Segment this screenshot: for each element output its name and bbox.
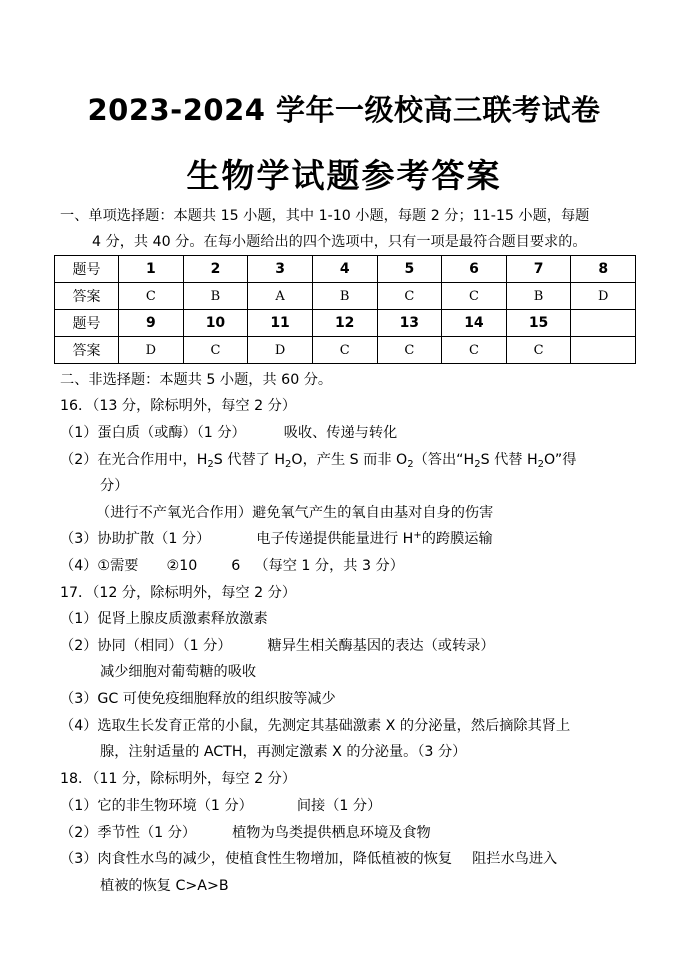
answer-cell: C [442, 337, 507, 364]
answer-cell: B [506, 283, 571, 310]
q17-answer-4-cont: 腺，注射适量的 ACTH，再测定激素 X 的分泌量。（3 分） [100, 744, 467, 760]
question-number: 6 [442, 256, 507, 283]
q17-answer-2-cont: 减少细胞对葡萄糖的吸收 [100, 664, 257, 680]
answer-cell: C [506, 337, 571, 364]
answer-key-title: 生物学试题参考答案 [186, 156, 502, 195]
answer-cell: C [119, 283, 184, 310]
section2-heading: 二、非选择题：本题共 5 小题，共 60 分。 [60, 372, 333, 388]
q16-answer-1-part1: （1）蛋白质（或酶）（1 分） [60, 425, 246, 441]
question-number: 14 [442, 310, 507, 337]
q16-answer-2 [60, 450, 576, 470]
q16-answer-3-part1: （3）协助扩散（1 分） [60, 531, 211, 547]
question-number: 13 [377, 310, 442, 337]
table-row [55, 283, 636, 310]
q16-answer-4-part1: （4）①需要 [60, 558, 139, 574]
question-number: 5 [377, 256, 442, 283]
answer-cell: C [377, 283, 442, 310]
q16-heading: 16．（13 分，除标明外，每空 2 分） [60, 398, 297, 414]
q17-answer-4: （4）选取生长发育正常的小鼠，先测定其基础激素 X 的分泌量，然后摘除其肾上 [60, 718, 571, 734]
question-number: 10 [183, 310, 248, 337]
answer-cell: B [183, 283, 248, 310]
row-label-question: 题号 [55, 310, 119, 337]
answer-cell: A [248, 283, 313, 310]
row-label-answer: 答案 [55, 283, 119, 310]
q16-answer-3-part3: 的跨膜运输 [421, 531, 493, 547]
table-row [55, 310, 636, 337]
q16-answer-4 [60, 556, 404, 576]
q16-answer-2-extra: （进行不产氧光合作用）避免氧气产生的氧自由基对自身的伤害 [96, 505, 494, 521]
q16-answer-4-part2: ②10 [166, 558, 198, 574]
answer-table [54, 255, 636, 364]
question-number: 2 [183, 256, 248, 283]
answer-cell: D [119, 337, 184, 364]
question-number: 8 [571, 256, 636, 283]
subscript: 2 [474, 459, 481, 470]
q16-answer-2-text: （答出“H [413, 452, 475, 468]
question-number: 15 [506, 310, 571, 337]
q18-answer-2-part2: 植物为鸟类提供栖息环境及食物 [232, 825, 431, 841]
q16-answer-2-text: O，产生 S 而非 O [291, 452, 408, 468]
q16-answer-1-part2: 吸收、传递与转化 [283, 425, 398, 441]
subscript: 2 [285, 459, 292, 470]
q16-answer-2-text: O”得 [544, 452, 577, 468]
question-number [571, 310, 636, 337]
question-number: 3 [248, 256, 313, 283]
q16-answer-3 [60, 529, 493, 549]
q16-answer-2-cont: 分） [100, 478, 129, 494]
q18-answer-3 [60, 849, 557, 869]
section1-instructions-line2: 4 分，共 40 分。在每小题给出的四个选项中，只有一项是最符合题目要求的。 [92, 234, 587, 250]
q17-heading: 17．（12 分，除标明外，每空 2 分） [60, 585, 297, 601]
question-number: 11 [248, 310, 313, 337]
subscript: 2 [207, 459, 214, 470]
answer-cell: B [312, 283, 377, 310]
q16-answer-2-text: S 代替 H [480, 452, 538, 468]
q18-answer-3-part1: （3）肉食性水鸟的减少，使植食性生物增加，降低植被的恢复 [60, 851, 453, 867]
q17-answer-1: （1）促肾上腺皮质激素释放激素 [60, 611, 268, 627]
answer-cell: D [248, 337, 313, 364]
q18-answer-1-part2: 间接（1 分） [296, 798, 382, 814]
q18-answer-1-part1: （1）它的非生物环境（1 分） [60, 798, 253, 814]
table-row [55, 256, 636, 283]
subscript: 2 [407, 459, 414, 470]
q17-answer-2-part1: （2）协同（相同）（1 分） [60, 638, 232, 654]
q17-answer-3: （3）GC 可使免疫细胞释放的组织胺等减少 [60, 691, 336, 707]
superscript: + [413, 530, 422, 541]
section1-instructions-line1: 一、单项选择题：本题共 15 小题，其中 1-10 小题，每题 2 分；11-15 小题，每题 [60, 208, 590, 224]
question-number: 4 [312, 256, 377, 283]
q18-answer-3-cont: 植被的恢复 C>A>B [100, 878, 229, 894]
question-number: 9 [119, 310, 184, 337]
q16-answer-4-part3: 6 [231, 558, 241, 574]
q16-answer-4-note: （每空 1 分，共 3 分） [254, 558, 404, 574]
question-number: 7 [506, 256, 571, 283]
answer-cell: C [377, 337, 442, 364]
q18-answer-2-part1: （2）季节性（1 分） [60, 825, 197, 841]
question-number: 1 [119, 256, 184, 283]
table-row [55, 337, 636, 364]
answer-cell: D [571, 283, 636, 310]
q16-answer-1 [60, 423, 397, 443]
answer-cell: C [442, 283, 507, 310]
q17-answer-2-part2: 糖异生相关酶基因的表达（或转录） [267, 638, 495, 654]
q17-answer-2 [60, 636, 495, 656]
answer-cell: C [312, 337, 377, 364]
q18-answer-2 [60, 823, 431, 843]
q18-heading: 18．（11 分，除标明外，每空 2 分） [60, 771, 297, 787]
answer-cell: C [183, 337, 248, 364]
answer-cell [571, 337, 636, 364]
exam-title: 2023-2024 学年一级校高三联考试卷 [87, 93, 601, 127]
q16-answer-2-text: S 代替了 H [213, 452, 286, 468]
subscript: 2 [537, 459, 545, 470]
question-number: 12 [312, 310, 377, 337]
row-label-answer: 答案 [55, 337, 119, 364]
q18-answer-1 [60, 796, 381, 816]
row-label-question: 题号 [55, 256, 119, 283]
q16-answer-2-text: （2）在光合作用中，H [60, 452, 208, 468]
q16-answer-3-part2: 电子传递提供能量进行 H [256, 531, 414, 547]
q18-answer-3-part2: 阻拦水鸟进入 [472, 851, 558, 867]
